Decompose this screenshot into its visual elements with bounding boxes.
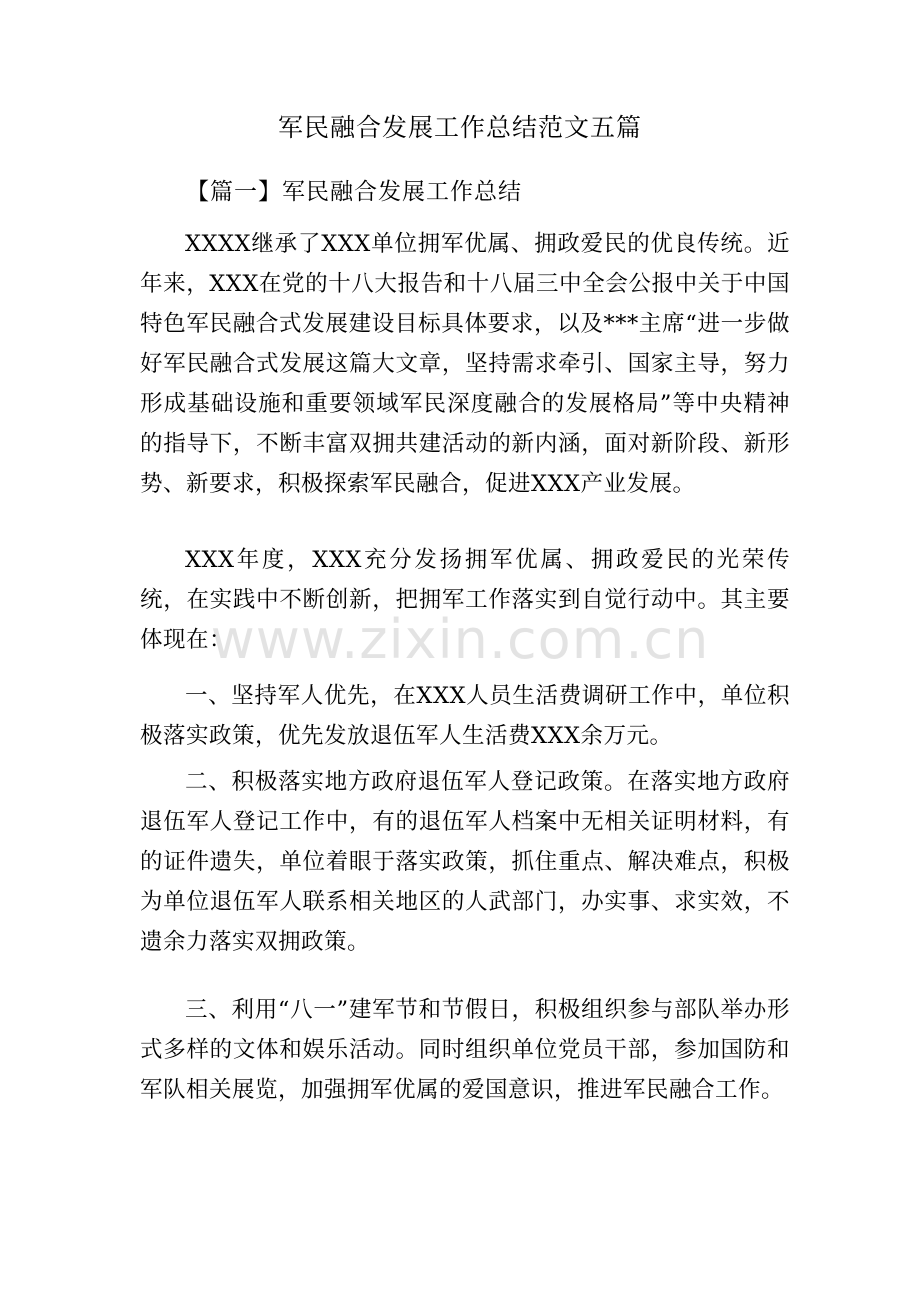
paragraph-item-1: 一、坚持军人优先，在XXX人员生活费调研工作中，单位积极落实政策，优先发放退伍军人生活费XXX余万元。 xyxy=(140,683,790,749)
paragraph-item-3: 三、利用“八一”建军节和节假日，积极组织参与部队举办形式多样的文体和娱乐活动。同时组织单位党员干部，参加国防和军队相关展览，加强拥军优属的爱国意识，推进军民融合工作。 xyxy=(140,997,790,1103)
watermark: www.zixin.com.cn xyxy=(210,608,710,671)
section-heading: 【篇一】军民融合发展工作总结 xyxy=(186,179,522,205)
paragraph-intro: XXXX继承了XXX单位拥军优属、拥政爱民的优良传统。近年来，XXX在党的十八大报告和十八届三中全会公报中关于中国特色军民融合式发展建设目标具体要求，以及***主席“进一步做好军民融合式发展这篇大文章，坚持需求牵引、国家主导，努力形成基础设施和重要领域军民深度融合的发展格局”等中央精神的指导下，不断丰富双拥共建活动的新内涵，面对新阶段、新形势、新要求，积极探索军民融合，促进XXX产业发展。 xyxy=(140,231,790,497)
paragraph-annual: XXX年度，XXX充分发扬拥军优属、拥政爱民的光荣传统，在实践中不断创新，把拥军工作落实到自觉行动中。其主要体现在： xyxy=(140,547,790,653)
document-title: 军民融合发展工作总结范文五篇 xyxy=(277,113,642,142)
paragraph-item-2: 二、积极落实地方政府退伍军人登记政策。在落实地方政府退伍军人登记工作中，有的退伍军人档案中无相关证明材料，有的证件遗失，单位着眼于落实政策，抓住重点、解决难点，积极为单位退伍军人联系相关地区的人武部门，办实事、求实效，不遗余力落实双拥政策。 xyxy=(140,769,790,955)
